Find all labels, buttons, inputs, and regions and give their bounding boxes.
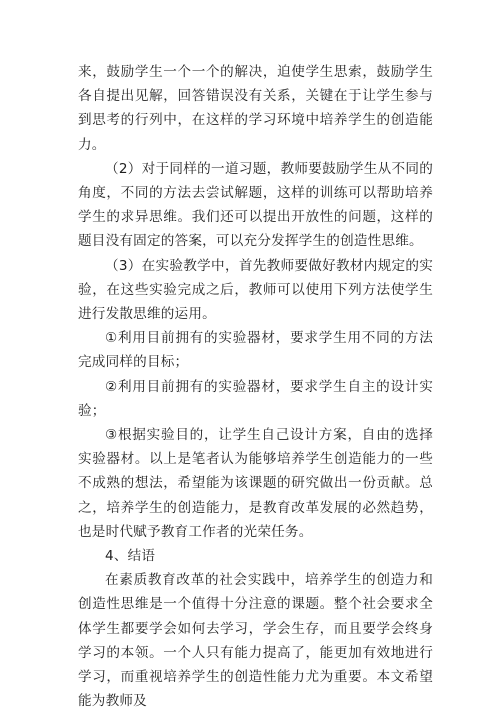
paragraph-item-3: （3）在实验教学中，首先教师要做好教材内规定的实验，在这些实验完成之后，教师可以使用下列方法使学生进行发散思维的运用。	[78, 257, 433, 323]
section-heading-conclusion: 4、结语	[105, 548, 156, 565]
list-item-3: ③根据实验目的，让学生自己设计方案，自由的选择实验器材。以上是笔者认为能够培养学生创造能力的一些不成熟的想法，希望能为该课题的研究做出一份贡献。总之，培养学生的创造能力，是教育改革发展的必然趋势，也是时代赋予教育工作者的光荣任务。	[78, 427, 433, 540]
paragraph-item-2: （2）对于同样的一道习题，教师要鼓励学生从不同的角度，不同的方法去尝试解题，这样的训练可以帮助培养学生的求异思维。我们还可以提出开放性的问题，这样的题目没有固定的答案，可以充分发挥学生的创造性思维。	[78, 160, 433, 250]
list-item-2: ②利用目前拥有的实验器材，要求学生自主的设计实验；	[78, 378, 433, 419]
paragraph-continuation: 来，鼓励学生一个一个的解决，迫使学生思索，鼓励学生各自提出见解，回答错误没有关系，关键在于让学生参与到思考的行列中，在这样的学习环境中培养学生的创造能力。	[78, 64, 433, 153]
list-item-1: ①利用目前拥有的实验器材，要求学生用不同的方法完成同样的目标；	[78, 330, 433, 371]
document-page	[78, 60, 433, 713]
paragraph-conclusion: 在素质教育改革的社会实践中，培养学生的创造力和创造性思维是一个值得十分注意的课题。整个社会要求全体学生都要学会如何去学习，学会生存，而且要学会终身学习的本领。一个人只有能力提高了，能更加有效地进行学习，而重视培养学生的创造性能力尤为重要。本文希望能为教师及	[78, 572, 433, 710]
